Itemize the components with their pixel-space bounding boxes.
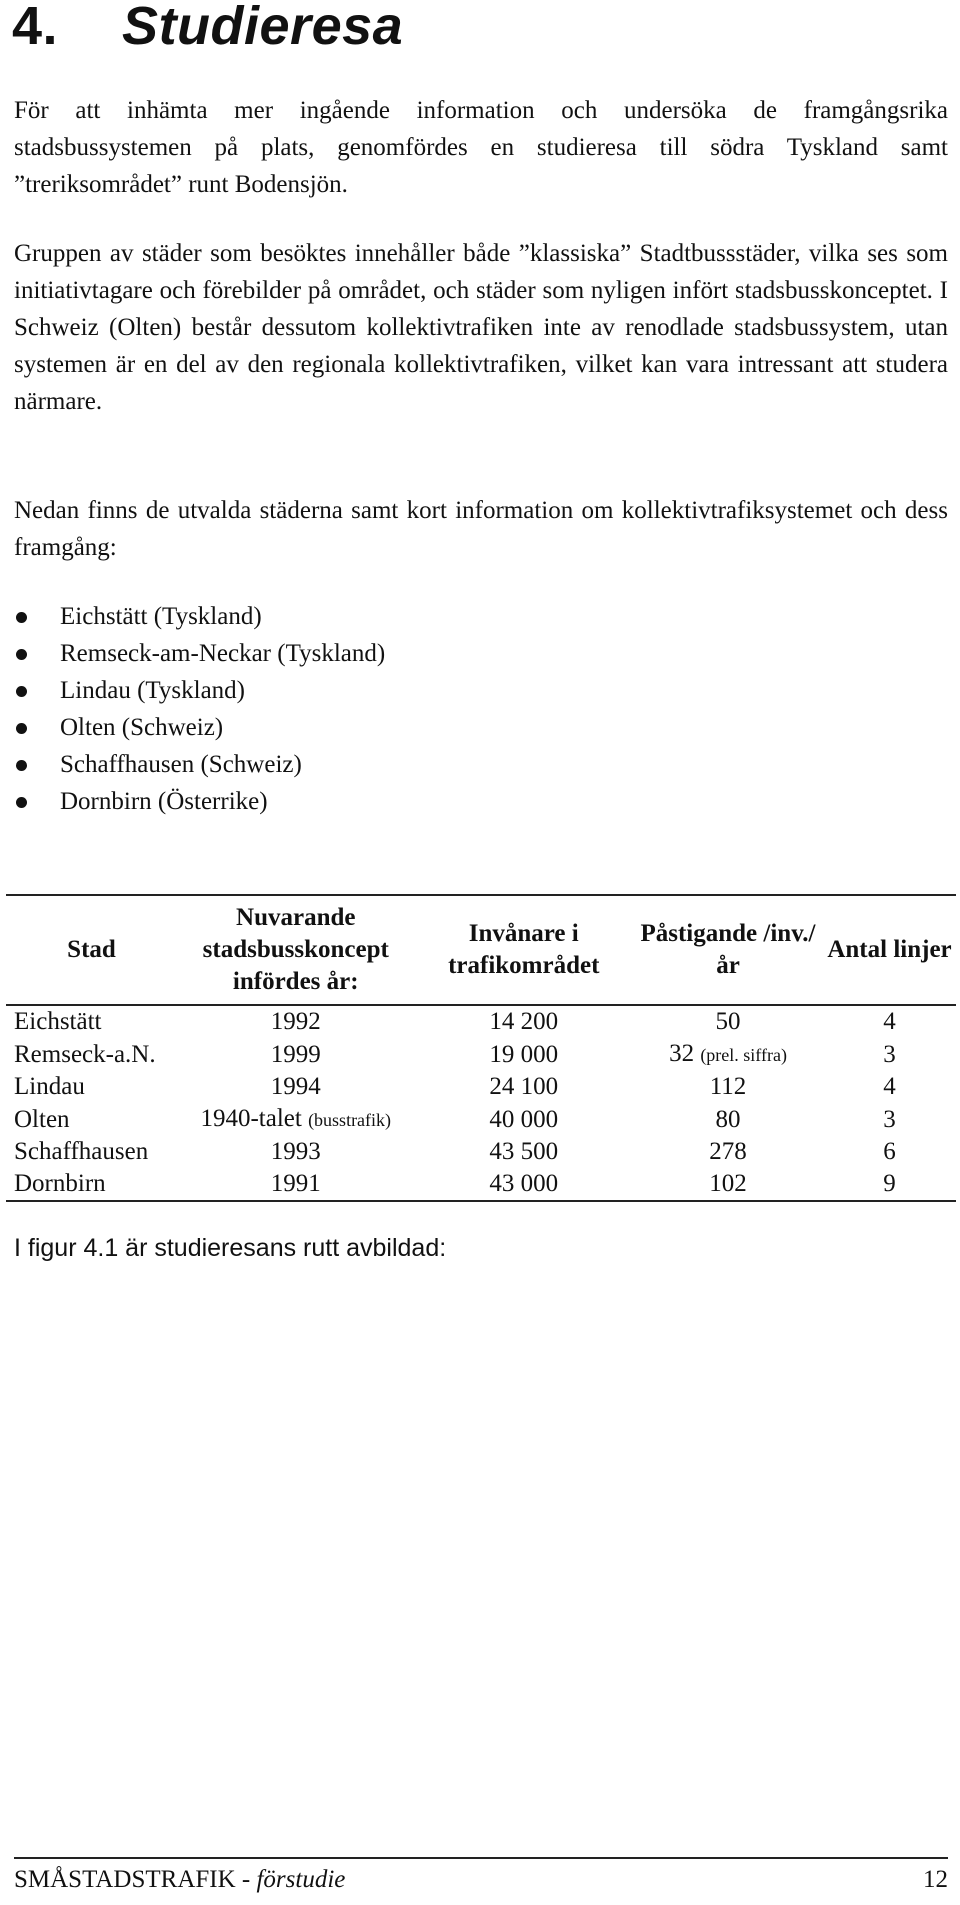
chapter-title: Studieresa <box>122 0 404 56</box>
cell-inhabitants: 19 000 <box>489 1040 559 1068</box>
cell-boardings: 32 (prel. siffra) <box>669 1040 787 1067</box>
column-header-boardings: Påstigande /inv./år <box>640 920 816 979</box>
cell-inhabitants: 24 100 <box>489 1073 559 1100</box>
footer-subtitle: förstudie <box>256 1866 346 1893</box>
column-header-lines: Antal linjer <box>827 936 952 963</box>
cell-inhabitants: 14 200 <box>489 1008 559 1035</box>
paragraph-list-intro: Nedan finns de utvalda städerna samt kort information om kollektivtrafiksystemet och dess framgång: <box>14 497 948 561</box>
list-item-text: Olten (Schweiz) <box>60 714 224 741</box>
table-row <box>6 1168 956 1201</box>
list-item-text: Dornbirn (Österrike) <box>60 788 268 815</box>
bullet-icon <box>16 686 27 697</box>
paragraph-city-group: Gruppen av städer som besöktes innehåller både ”klassiska” Stadtbussstäder, vilka ses som initiativtagare och förebilder på området, och städer som nyligen infört stadsbusskonceptet. I Schweiz (Olten) består dessutom kollektivtrafiken inte av renodlade stadsbussystem, utan systemen är en del av den regionala kollektivtrafiken, vilket kan vara intressant att studera närmare. <box>14 240 948 415</box>
page-footer <box>14 1862 948 1898</box>
city-bullet-list <box>14 598 385 820</box>
cell-city: Remseck-a.N. <box>14 1040 156 1068</box>
table-row <box>6 1136 956 1168</box>
column-header-city: Stad <box>67 936 116 963</box>
column-header-introduced-year: Nuvarande stadsbusskoncept infördes år: <box>202 904 389 995</box>
cell-year: 1991 <box>270 1170 321 1197</box>
chapter-number: 4. <box>12 0 59 56</box>
cell-city: Eichstätt <box>14 1008 102 1035</box>
cell-boardings: 102 <box>709 1170 747 1197</box>
cell-inhabitants: 43 000 <box>489 1170 559 1197</box>
list-item <box>14 672 385 709</box>
cell-boardings: 80 <box>715 1105 741 1133</box>
cell-city: Lindau <box>14 1073 85 1100</box>
list-item <box>14 635 385 672</box>
table-header-row <box>6 895 956 1005</box>
cell-city: Dornbirn <box>14 1170 106 1197</box>
cell-boardings: 50 <box>715 1008 741 1035</box>
cell-inhabitants: 40 000 <box>489 1105 559 1133</box>
cell-year: 1993 <box>270 1138 321 1165</box>
footer-title: SMÅSTADSTRAFIK - förstudie <box>14 1866 346 1893</box>
chapter-heading <box>12 0 403 56</box>
table-row <box>6 1038 956 1071</box>
cell-lines: 3 <box>883 1105 896 1133</box>
list-item <box>14 709 385 746</box>
list-item-text: Remseck-am-Neckar (Tyskland) <box>60 640 386 667</box>
cell-inhabitants: 43 500 <box>489 1138 559 1165</box>
figure-reference: I figur 4.1 är studieresans rutt avbildad: <box>14 1234 447 1262</box>
list-item-text: Eichstätt (Tyskland) <box>60 603 262 630</box>
list-item <box>14 783 385 820</box>
bullet-icon <box>16 612 27 623</box>
bullet-icon <box>16 760 27 771</box>
cell-lines: 6 <box>883 1138 896 1165</box>
cell-year: 1994 <box>270 1073 321 1100</box>
bullet-icon <box>16 797 27 808</box>
list-item-text: Schaffhausen (Schweiz) <box>60 751 302 778</box>
list-item-text: Lindau (Tyskland) <box>60 677 246 704</box>
cell-lines: 4 <box>883 1008 896 1035</box>
year-note: (busstrafik) <box>308 1110 392 1130</box>
bullet-icon <box>16 649 27 660</box>
list-item <box>14 598 385 635</box>
table-row <box>6 1005 956 1038</box>
cell-year: 1999 <box>270 1040 321 1068</box>
cell-boardings: 278 <box>709 1138 747 1165</box>
cell-city: Schaffhausen <box>14 1138 149 1165</box>
table-row <box>6 1103 956 1136</box>
paragraph-intro: För att inhämta mer ingående information och undersöka de framgångsrika stadsbussystemen på plats, genomfördes en studieresa till södra Tyskland samt ”treriksområdet” runt Bodensjön. <box>14 97 948 198</box>
cell-year: 1992 <box>270 1008 321 1035</box>
column-header-inhabitants: Invånare i trafikområdet <box>448 920 600 979</box>
cell-lines: 4 <box>883 1073 896 1100</box>
cell-year: 1940-talet (busstrafik) <box>200 1105 392 1132</box>
bullet-icon <box>16 723 27 734</box>
list-item <box>14 746 385 783</box>
city-statistics-table <box>6 894 956 1202</box>
cell-city: Olten <box>14 1105 70 1133</box>
cell-lines: 9 <box>883 1170 896 1197</box>
cell-boardings: 112 <box>709 1073 747 1100</box>
boardings-note: (prel. siffra) <box>700 1045 787 1065</box>
cell-lines: 3 <box>883 1040 896 1068</box>
footer-divider <box>14 1857 948 1859</box>
page-number: 12 <box>923 1866 948 1893</box>
table-row <box>6 1071 956 1103</box>
